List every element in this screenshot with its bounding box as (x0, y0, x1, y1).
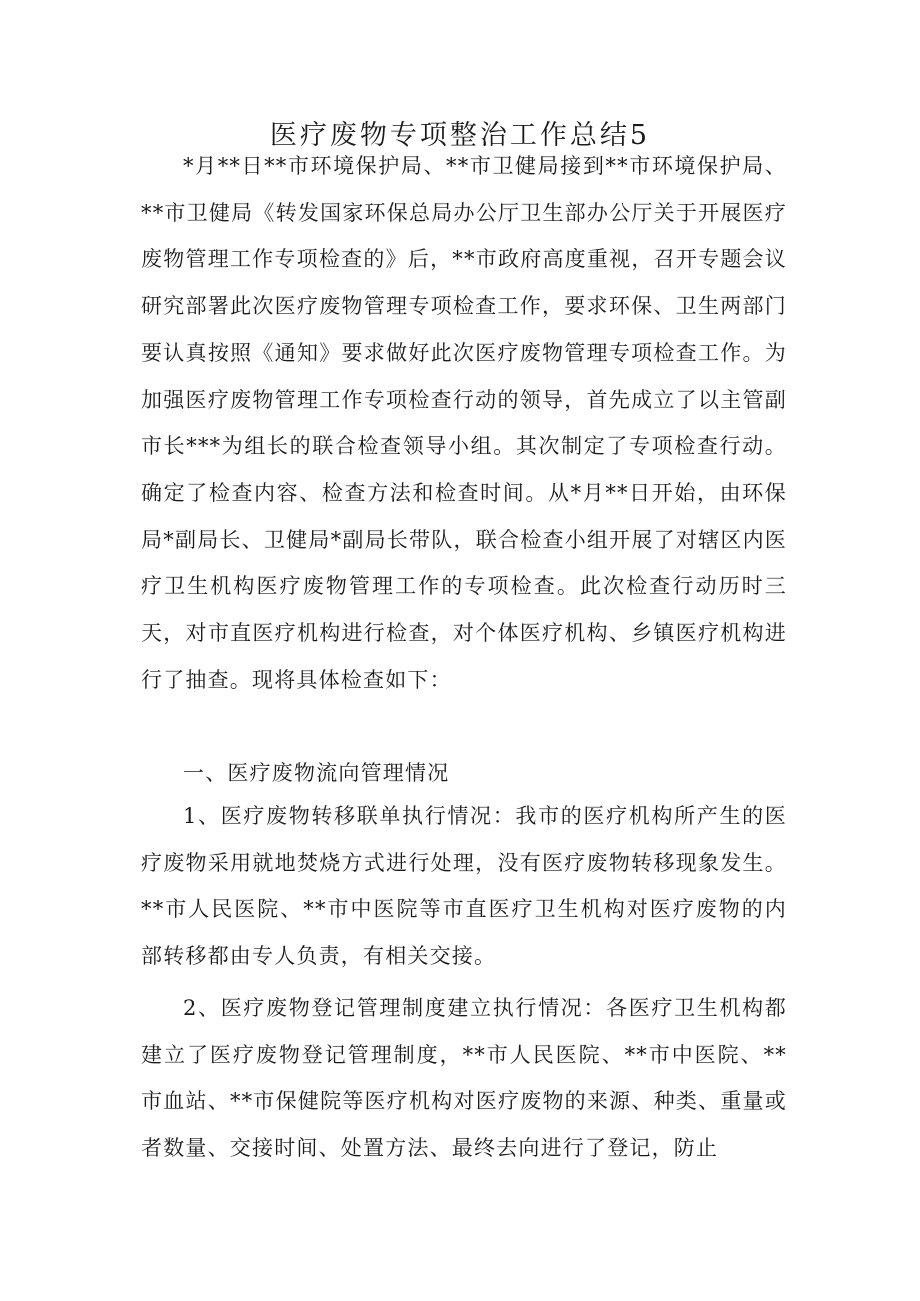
section-heading: 一、医疗废物流向管理情况 (183, 761, 450, 785)
intro-paragraph: *月**日**市环境保护局、**市卫健局接到**市环境保护局、**市卫健局《转发国家环保总局办公厅卫生部办公厅关于开展医疗废物管理工作专项检查的》后，**市政府高度重视，召开专题会议研究部署此次医疗废物管理专项检查工作，要求环保、卫生两部门要认真按照《通知》要求做好此次医疗废物管理专项检查工作。为加强医疗废物管理工作专项检查行动的领导，首先成立了以主管副市长***为组长的联合检查领导小组。其次制定了专项检查行动。确定了检查内容、检查方法和检查时间。从*月**日开始，由环保局*副局长、卫健局*副局长带队，联合检查小组开展了对辖区内医疗卫生机构医疗废物管理工作的专项检查。此次检查行动历时三天，对市直医疗机构进行检查，对个体医疗机构、乡镇医疗机构进行了抽查。现将具体检查如下： (141, 154, 787, 692)
document-title: 医疗废物专项整治工作总结5 (269, 120, 651, 151)
item-paragraph-1: 1、医疗废物转移联单执行情况：我市的医疗机构所产生的医疗废物采用就地焚烧方式进行处理，没有医疗废物转移现象发生。**市人民医院、**市中医院等市直医疗卫生机构对医疗废物的内部转移都由专人负责，有相关交接。 (141, 804, 787, 969)
item-paragraph-2: 2、医疗废物登记管理制度建立执行情况：各医疗卫生机构都建立了医疗废物登记管理制度，**市人民医院、**市中医院、**市血站、**市保健院等医疗机构对医疗废物的来源、种类、重量或者数量、交接时间、处置方法、最终去向进行了登记，防止 (141, 996, 787, 1161)
